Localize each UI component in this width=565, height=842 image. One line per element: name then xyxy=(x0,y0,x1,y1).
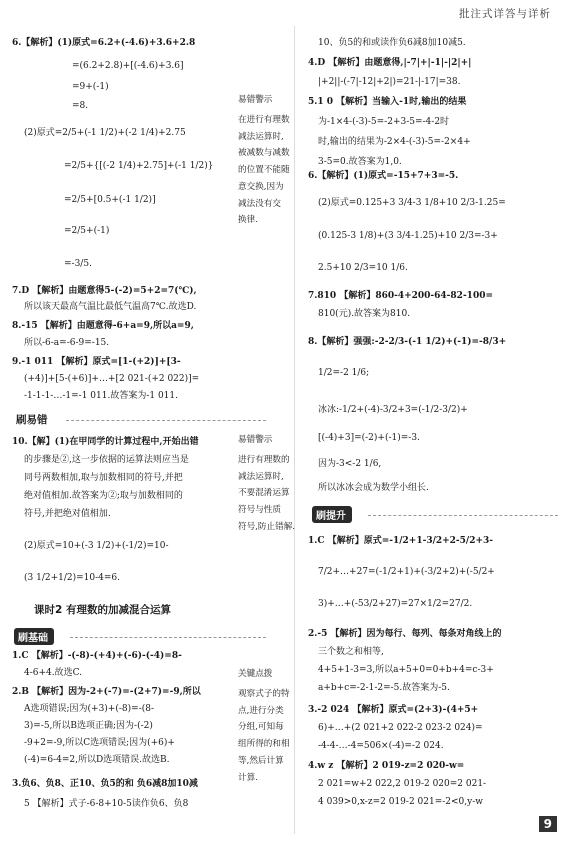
q10-line: 同号两数相加,取与加数相同的符号,并把 xyxy=(24,473,183,483)
q7-line: 所以该天最高气温比最低气温高7℃.故选D. xyxy=(24,302,197,312)
q10-line: (2)原式=10+(-3 1/2)+(-1/2)=10- xyxy=(24,541,169,551)
section-ti-sheng: 刷提升 xyxy=(312,506,352,523)
note-line: 减法运算时, xyxy=(238,471,284,482)
b3-line: 5 【解析】式子-6-8+10-5读作负6、负8 xyxy=(24,799,189,809)
note-line: 在进行有理数 xyxy=(238,115,290,125)
section-rule xyxy=(70,637,266,638)
t2-line: 三个数之和相等, xyxy=(318,647,384,657)
q9-line: 9.-1 011 【解析】原式=[1-(+2)]+[3- xyxy=(12,357,181,367)
r8-line: 所以冰冰会成为数学小组长. xyxy=(318,483,429,493)
r8-line: 1/2=-2 1/6; xyxy=(318,368,370,378)
t2-line: a+b+c=-2-1-2=-5.故答案为-5. xyxy=(318,683,450,693)
q10-line: (3 1/2+1/2)=10-4=6. xyxy=(24,573,121,583)
page-header: 批注式详答与详析 xyxy=(459,8,551,20)
r8-line: 8.【解析】强强:-2-2/3-(-1 1/2)+(-1)=-8/3+ xyxy=(308,337,507,347)
t2-line: 2.-5 【解析】因为每行、每列、每条对角线上的 xyxy=(308,629,502,639)
note-line: 被减数与减数 xyxy=(238,148,290,159)
q10-line: 绝对值相加.故答案为②;取与加数相同的 xyxy=(24,491,183,501)
t4-line: 4 039>0,x-z=2 019-2 021=-2<0,y-w xyxy=(318,797,483,807)
note-line: 计算. xyxy=(238,772,258,783)
note-title: 关键点拨 xyxy=(238,669,273,679)
q9-line: -1-1-1-…-1=-1 011.故答案为-1 011. xyxy=(24,391,178,401)
note-line: 意交换,因为 xyxy=(238,181,284,192)
t1-line: 1.C 【解析】原式=-1/2+1-3/2+2-5/2+3- xyxy=(308,536,494,546)
r8-line: 因为-3<-2 1/6, xyxy=(318,459,382,469)
r6-line: (2)原式=0.125+3 3/4-3 1/8+10 2/3-1.25= xyxy=(318,198,506,208)
q6-step: =(6.2+2.8)+[(-4.6)+3.6] xyxy=(72,61,184,71)
note-line: 符号与性质 xyxy=(238,505,281,516)
b1-line: 1.C 【解析】-(-8)-(+4)+(-6)-(-4)=8- xyxy=(12,651,182,661)
r7-line: 810(元).故答案为810. xyxy=(318,309,411,319)
r5-line: 3-5=0.故答案为1,0. xyxy=(318,157,402,167)
r7-line: 7.810 【解析】860-4+200-64-82-100= xyxy=(308,291,494,301)
q6-step: =9+(-1) xyxy=(72,82,109,92)
t3-line: -4-4-…-4=506×(-4)=-2 024. xyxy=(318,741,444,751)
t3-line: 6)+…+(2 021+2 022-2 023-2 024)= xyxy=(318,723,483,733)
section-ji-chu: 刷基础 xyxy=(14,628,54,645)
page-number: 9 xyxy=(539,816,557,832)
note-line: 减法运算时, xyxy=(238,131,284,142)
q9-line: (+4)]+[5-(+6)]+…+[2 021-(+2 022)]= xyxy=(24,374,200,384)
side-note-1-body xyxy=(238,112,300,229)
note-line: 进行有理数的 xyxy=(238,455,290,465)
note-line: 的位置不能随 xyxy=(238,165,290,176)
q10-line: 符号,并把绝对值相加. xyxy=(24,509,111,519)
t2-line: 4+5+1-3=3,所以a+5+0=0+b+4=c-3+ xyxy=(318,665,494,675)
note-line: 观察式子的特 xyxy=(238,689,290,699)
note-line: 等,然后计算 xyxy=(238,755,284,766)
t1-line: 3)+…+(-53/2+27)=27×1/2=27/2. xyxy=(318,599,473,609)
note-title: 易错警示 xyxy=(238,435,273,445)
q7-line: 7.D 【解析】由题意得5-(-2)=5+2=7(℃), xyxy=(12,286,197,296)
r5-line: 5.1 0 【解析】当输入-1时,输出的结果 xyxy=(308,97,467,107)
r5-line: 为-1×4-(-3)-5=-2+3-5=-4-2时 xyxy=(318,117,450,127)
section-rule xyxy=(66,420,266,421)
t3-line: 3.-2 024 【解析】原式=(2+3)-(4+5+ xyxy=(308,705,479,715)
note-line: 分组,可知每 xyxy=(238,722,284,733)
side-note-2-body xyxy=(238,452,300,536)
note-line: 减法没有交 xyxy=(238,198,281,209)
note-line: 点,进行分类 xyxy=(238,705,284,716)
note-title: 易错警示 xyxy=(238,95,273,105)
r4-line: |+2||-(-7|-12|+2|)=21-|-17|=38. xyxy=(318,77,461,87)
note-line: 符号,防止错解. xyxy=(238,521,296,532)
q6-line: 6.【解析】(1)原式=6.2+(-4.6)+3.6+2.8 xyxy=(12,38,196,48)
r8-line: [(-4)+3]=(-2)+(-1)=-3. xyxy=(318,433,420,443)
note-line: 换律. xyxy=(238,215,258,226)
r5-line: 时,输出的结果为-2×4-(-3)-5=-2×4+ xyxy=(318,137,471,147)
q10-line: 的步骤是②,这一步依据的运算法则应当是 xyxy=(24,455,189,465)
section-yi-cuo: 刷易错 xyxy=(16,414,48,426)
b2-line: (-4)=6-4=2,所以D选项错误.故选B. xyxy=(24,755,170,765)
q6-step: =2/5+{[(-2 1/4)+2.75]+(-1 1/2)} xyxy=(64,161,214,171)
side-note-1 xyxy=(238,92,298,109)
r4-line: 4.D 【解析】由题意得,|-7|+|-1|-|2|+| xyxy=(308,58,472,68)
q10-line: 10.【解】(1)在甲同学的计算过程中,开始出错 xyxy=(12,437,199,447)
note-line: 组所得的和相 xyxy=(238,739,290,750)
t1-line: 7/2+…+27=(-1/2+1)+(-3/2+2)+(-5/2+ xyxy=(318,567,495,577)
t4-line: 2 021=w+2 022,2 019-2 020=2 021- xyxy=(318,779,487,789)
q6-part2: (2)原式=2/5+(-1 1/2)+(-2 1/4)+2.75 xyxy=(24,128,186,138)
lesson-title: 课时2 有理数的加减混合运算 xyxy=(34,604,171,616)
r8-line: 冰冰:-1/2+(-4)-3/2+3=(-1/2-3/2)+ xyxy=(318,405,468,415)
b2-line: A选项错误;因为(+3)+(-8)=-(8- xyxy=(24,704,155,714)
q6-step: =-3/5. xyxy=(64,259,92,269)
q6-step: =2/5+[0.5+(-1 1/2)] xyxy=(64,195,156,205)
side-note-3-body xyxy=(238,686,300,786)
note-line: 不要混淆运算 xyxy=(238,488,290,499)
r-line: 10、负5的和或读作负6减8加10减5. xyxy=(318,38,466,48)
r6-line: 2.5+10 2/3=10 1/6. xyxy=(318,263,408,273)
r6-line: 6.【解析】(1)原式=-15+7+3=-5. xyxy=(308,171,459,181)
q6-step: =8. xyxy=(72,101,89,111)
q8-line: 8.-15 【解析】由题意得-6+a=9,所以a=9, xyxy=(12,321,194,331)
side-note-3 xyxy=(238,666,298,683)
section-rule xyxy=(368,515,558,516)
q8-line: 所以-6-a=-6-9=-15. xyxy=(24,338,110,348)
b3-line: 3.负6、负8、正10、负5的和 负6减8加10减 xyxy=(12,779,198,789)
t4-line: 4.w z 【解析】2 019-z=2 020-w= xyxy=(308,761,465,771)
b2-line: 3)=-5,所以B选项正确;因为-(-2) xyxy=(24,721,153,731)
b2-line: -9+2=-9,所以C选项错误;因为(+6)+ xyxy=(24,738,175,748)
side-note-2 xyxy=(238,432,298,449)
r6-line: (0.125-3 1/8)+(3 3/4-1.25)+10 2/3=-3+ xyxy=(318,231,498,241)
b2-line: 2.B 【解析】因为-2+(-7)=-(2+7)=-9,所以 xyxy=(12,687,201,697)
q6-step: =2/5+(-1) xyxy=(64,226,110,236)
b1-line: 4-6+4.故选C. xyxy=(24,668,83,678)
